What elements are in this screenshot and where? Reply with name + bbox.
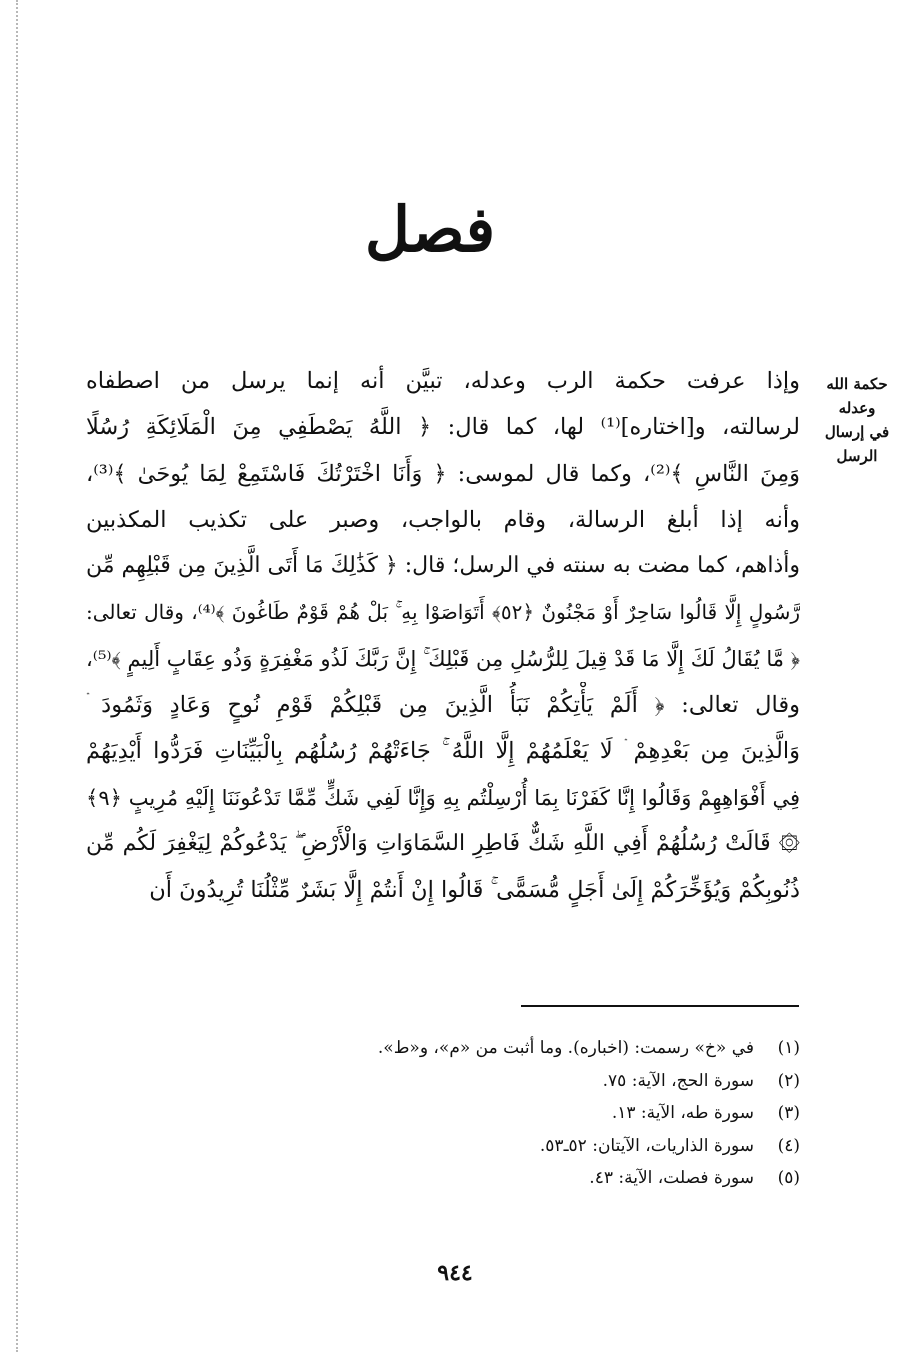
footnote-number: (٥) xyxy=(777,1168,800,1188)
body-line-11: ۞ قَالَتْ رُسُلُهُمْ أَفِي اللَّهِ شَكٌّ فَاطِرِ السَّمَاوَاتِ وَالْأَرْضِ ۖ يَدْعُوكُمْ لِيَغْفِرَ لَكُم مِّن xyxy=(86,830,800,856)
body-line-3: وَمِنَ النَّاسِ ﴾⁽²⁾، وكما قال لموسى: ﴿ وَأَنَا اخْتَرْتُكَ فَاسْتَمِعْ لِمَا يُوحَىٰ ﴾⁽³⁾، xyxy=(86,460,800,487)
chapter-heading: فصل xyxy=(364,193,496,266)
body-text xyxy=(86,358,800,958)
footnote-text: في «خ» رسمت: (اخباره). وما أثبت من «م»، و«ط». xyxy=(377,1038,754,1058)
footnote-separator xyxy=(521,1005,799,1007)
body-line-10: فِي أَفْوَاهِهِمْ وَقَالُوا إِنَّا كَفَرْنَا بِمَا أُرْسِلْتُم بِهِ وَإِنَّا لَفِي شَكٍّ مِّمَّا تَدْعُونَنَا إِلَيْهِ مُرِيبٍ ﴿٩﴾ xyxy=(86,785,800,810)
footnote-number: (٣) xyxy=(777,1103,800,1123)
body-line-1: وإذا عرفت حكمة الرب وعدله، تبيَّن أنه إنما يرسل من اصطفاه xyxy=(86,368,800,394)
footnote-text: سورة الذاريات، الآيتان: ٥٢ـ٥٣. xyxy=(539,1135,754,1156)
body-line-6: رَّسُولٍ إِلَّا قَالُوا سَاحِرٌ أَوْ مَجْنُونٌ ﴿٥٢﴾ أَتَوَاصَوْا بِهِ ۚ بَلْ هُمْ قَوْمٌ طَاغُونَ ﴾⁽⁴⁾، وقال تعالى: xyxy=(86,600,800,625)
footnote-3 xyxy=(300,1097,800,1130)
footnote-5 xyxy=(300,1162,800,1195)
footnote-number: (١) xyxy=(777,1038,800,1058)
page-number: ٩٤٤ xyxy=(437,1260,473,1286)
body-line-4: وأنه إذا أبلغ الرسالة، وقام بالواجب، وصبر على تكذيب المكذبين xyxy=(86,506,800,533)
footnote-4 xyxy=(300,1130,800,1163)
footnote-text: سورة الحج، الآية: ٧٥. xyxy=(602,1070,754,1091)
footnote-text: سورة طه، الآية: ١٣. xyxy=(611,1103,754,1123)
body-line-9: وَالَّذِينَ مِن بَعْدِهِمْ ۛ لَا يَعْلَمُهُمْ إِلَّا اللَّهُ ۚ جَاءَتْهُمْ رُسُلُهُم بِالْبَيِّنَاتِ فَرَدُّوا أَيْدِيَهُمْ xyxy=(86,738,800,765)
body-line-12: ذُنُوبِكُمْ وَيُؤَخِّرَكُمْ إِلَىٰ أَجَلٍ مُّسَمًّى ۚ قَالُوا إِنْ أَنتُمْ إِلَّا بَشَرٌ مِّثْلُنَا تُرِيدُونَ أَن xyxy=(149,877,800,904)
body-line-2: لرسالته، و[اختاره]⁽¹⁾ لها، كما قال: ﴿ اللَّهُ يَصْطَفِي مِنَ الْمَلَائِكَةِ رُسُلًا xyxy=(86,414,800,441)
footnote-1 xyxy=(300,1032,800,1065)
margin-note xyxy=(808,372,906,468)
body-line-5: وأذاهم، كما مضت به سنته في الرسل؛ قال: ﴿ كَذَٰلِكَ مَا أَتَى الَّذِينَ مِن قَبْلِهِم مِّن xyxy=(86,553,800,579)
footnotes xyxy=(300,1032,800,1195)
margin-note-line-1: حكمة الله وعدله xyxy=(826,375,888,417)
footnote-2 xyxy=(300,1065,800,1098)
footnote-number: (٤) xyxy=(777,1135,800,1156)
footnote-text: سورة فصلت، الآية: ٤٣. xyxy=(589,1168,754,1188)
body-line-8: وقال تعالى: ﴿ أَلَمْ يَأْتِكُمْ نَبَأُ الَّذِينَ مِن قَبْلِكُمْ قَوْمِ نُوحٍ وَعَادٍ وَثَمُودَ ۛ xyxy=(86,692,800,719)
body-line-7: ﴿ مَّا يُقَالُ لَكَ إِلَّا مَا قَدْ قِيلَ لِلرُّسُلِ مِن قَبْلِكَ ۚ إِنَّ رَبَّكَ لَذُو مَغْفِرَةٍ وَذُو عِقَابٍ أَلِيمٍ ﴾⁽⁵⁾، xyxy=(86,646,800,671)
scan-edge-dots xyxy=(16,0,18,1352)
margin-note-line-2: في إرسال الرسل xyxy=(824,423,890,465)
footnote-number: (٢) xyxy=(777,1070,800,1091)
